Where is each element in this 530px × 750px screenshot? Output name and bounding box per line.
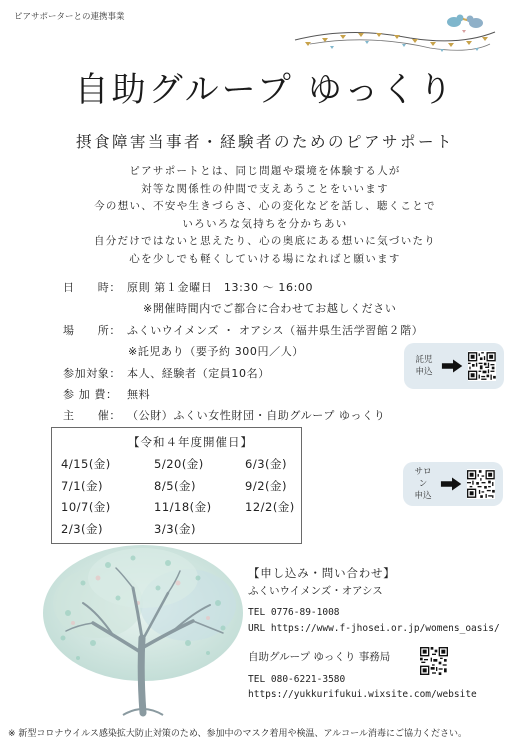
childcare-qr-code[interactable] — [468, 351, 496, 381]
contact-tel2: TEL 080-6221-3580 — [248, 673, 346, 685]
schedule-dates — [61, 456, 325, 537]
schedule-date: 8/5(金) — [154, 478, 196, 493]
target-label: 参加対象： — [63, 366, 121, 380]
place-value: ふくいウイメンズ ・ オアシス（福井県生活学習館２階） — [127, 323, 424, 337]
salon-qr-label-line: 申込 — [414, 491, 432, 501]
date-note — [63, 298, 423, 319]
place-row — [63, 320, 423, 341]
place-label: 場 所： — [63, 323, 121, 337]
tree-illustration — [38, 543, 248, 721]
childcare-qr-label-line: 申込 — [415, 367, 433, 377]
schedule-date: 2/3(金) — [61, 521, 103, 536]
arrow-right-icon — [441, 358, 463, 374]
contact-heading: 【申し込み・問い合わせ】 — [248, 566, 396, 580]
host-label: 主 催： — [63, 409, 121, 423]
fee-label: 参 加 費： — [63, 388, 118, 402]
contact-url1[interactable]: URL https://www.f-jhosei.or.jp/womens_oasis/ — [248, 622, 500, 634]
salon-qr-label — [411, 466, 435, 502]
host-value: （公財）ふくい女性財団・自助グループ ゆっくり — [127, 409, 386, 423]
schedule-heading: 【令和４年度開催日】 — [128, 435, 253, 449]
host-row — [63, 405, 423, 426]
intro-line: 自分だけではないと思えたり、心の奥底にある想いに気づいたり — [93, 235, 437, 247]
contact-qr-code[interactable] — [420, 647, 448, 675]
date-note-text: ※開催時間内でご都合に合わせてお越しください — [143, 302, 397, 316]
event-info — [63, 277, 423, 427]
schedule-date: 11/18(金) — [154, 500, 212, 514]
salon-qr-box[interactable] — [403, 462, 503, 506]
schedule-date: 9/2(金) — [245, 478, 287, 493]
salon-qr-label-line: サロン — [414, 467, 432, 489]
intro-line: ピアサポートとは、同じ問題や環境を体験する人が — [129, 165, 401, 177]
fee-value: 無料 — [127, 388, 151, 402]
page-title: 自助グループ ゆっくり — [74, 70, 456, 110]
contact-tel1: TEL 0776-89-1008 — [248, 607, 340, 618]
arrow-right-icon — [440, 476, 462, 492]
intro-paragraph — [20, 163, 510, 268]
contact-url2[interactable]: https://yukkurifukui.wixsite.com/website — [248, 689, 477, 700]
date-label: 日 時： — [63, 281, 121, 294]
target-row — [63, 363, 423, 384]
date-value: 原則 第１金曜日 13:30 ～ 16:00 — [127, 281, 314, 294]
schedule-date: 7/1(金) — [61, 478, 103, 493]
intro-line: いろいろな気持ちを分かちあい — [182, 217, 348, 230]
intro-line: 対等な関係性の仲間で支えあうことをいいます — [141, 182, 389, 195]
childcare-qr-label-line: 託児 — [415, 355, 433, 365]
top-label: ピアサポーターとの連携事業 — [14, 12, 125, 22]
schedule-date: 5/20(金) — [154, 457, 204, 471]
schedule-date: 4/15(金) — [61, 457, 111, 471]
contact-org1: ふくいウイメンズ・オアシス — [248, 584, 383, 597]
footer-note: ※ 新型コロナウイルス感染拡大防止対策のため、参加中のマスク着用や検温、アルコール消毒にご協力ください。 — [8, 729, 467, 739]
schedule-date: 10/7(金) — [61, 500, 111, 514]
contact-section — [248, 566, 500, 703]
contact-org2: 自助グループ ゆっくり 事務局 — [248, 651, 391, 663]
date-row — [63, 277, 423, 298]
childcare-qr-label — [412, 354, 436, 378]
fee-row — [63, 384, 423, 405]
intro-line: 今の想い、不安や生きづらさ、心の変化などを話し、聴くことで — [94, 200, 436, 212]
schedule-date: 3/3(金) — [154, 521, 196, 536]
place-note — [63, 341, 423, 362]
schedule-date: 12/2(金) — [245, 500, 295, 514]
garland-birds-decoration — [290, 8, 500, 60]
intro-line: 心を少しでも軽くしていける場になればと願います — [129, 252, 401, 265]
salon-qr-code[interactable] — [467, 469, 495, 499]
schedule-date: 6/3(金) — [245, 457, 287, 471]
place-note-text: ※託児あり（要予約 300円／人） — [128, 345, 304, 359]
target-value: 本人、経験者（定員10名） — [127, 366, 270, 380]
childcare-qr-box[interactable] — [404, 343, 504, 389]
page-subtitle: 摂食障害当事者・経験者のためのピアサポート — [75, 133, 454, 151]
